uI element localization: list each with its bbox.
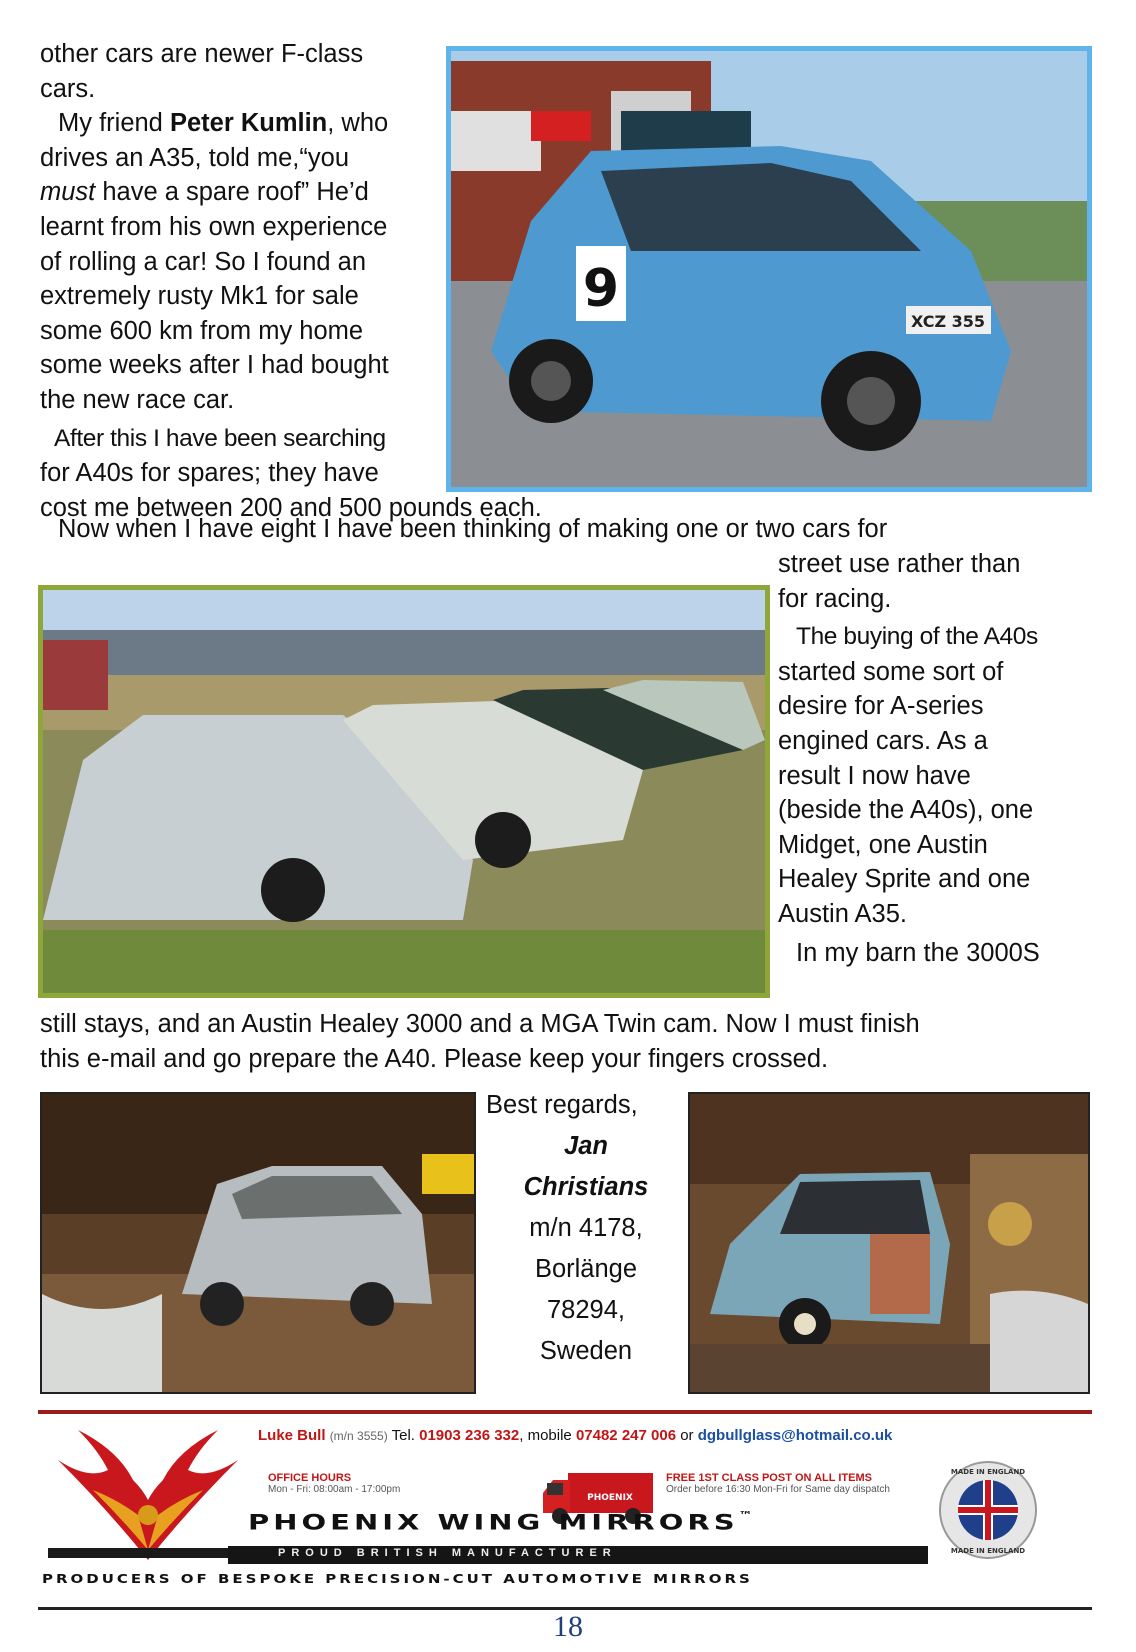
person-name-bold: Peter Kumlin bbox=[169, 109, 328, 138]
advert-contact-line bbox=[258, 1427, 892, 1444]
text-line: learnt from his own experience bbox=[40, 212, 388, 241]
text-line: Now when I have eight I have been thinking of making one or two cars for bbox=[58, 515, 888, 543]
author-postcode: 78294, bbox=[547, 1296, 625, 1324]
advert-free-post bbox=[666, 1472, 890, 1495]
text-line: result I now have bbox=[778, 761, 971, 790]
photo-barn-car-blue bbox=[688, 1092, 1090, 1394]
article-column-middle bbox=[40, 512, 1100, 547]
text-line: In my barn the 3000S bbox=[796, 938, 1040, 967]
advert-mobile-number[interactable]: 07482 247 006 bbox=[575, 1427, 677, 1444]
advert-office-hours bbox=[268, 1472, 400, 1495]
text-line: Austin A35. bbox=[778, 899, 908, 928]
advert-mobile-label: , mobile bbox=[519, 1427, 576, 1444]
advert-contact-name: Luke Bull bbox=[258, 1427, 326, 1444]
number-plate: XCZ 355 bbox=[910, 312, 986, 331]
text-line: engined cars. As a bbox=[778, 726, 988, 755]
advert-tel-label: Tel. bbox=[387, 1427, 420, 1444]
signoff-greeting: Best regards, bbox=[486, 1091, 638, 1119]
free-post-title: FREE 1ST CLASS POST ON ALL ITEMS bbox=[666, 1472, 872, 1484]
phoenix-logo-icon bbox=[48, 1420, 248, 1570]
author-city: Borlänge bbox=[534, 1255, 638, 1283]
author-member-number: m/n 4178, bbox=[529, 1214, 643, 1242]
article-column-top bbox=[40, 37, 542, 525]
text-line: cost me between 200 and 500 pounds each. bbox=[40, 493, 542, 522]
author-last-name: Christians bbox=[523, 1173, 649, 1201]
text-line: street use rather than bbox=[778, 550, 1021, 578]
advert-tel-number[interactable]: 01903 236 332 bbox=[419, 1427, 520, 1444]
brand-text: PHOENIX WING MIRRORS bbox=[248, 1510, 739, 1535]
badge-top-text: MADE IN ENGLAND bbox=[950, 1468, 1026, 1476]
text-line: After this I have been searching bbox=[54, 424, 386, 452]
advert-tagline: PROUD BRITISH MANUFACTURER bbox=[278, 1547, 617, 1559]
free-post-detail: Order before 16:30 Mon-Fri for Same day dispatch bbox=[666, 1484, 890, 1495]
text-line: other cars are newer F-class bbox=[40, 40, 364, 68]
text-line: for racing. bbox=[778, 584, 892, 613]
badge-bottom-text: MADE IN ENGLAND bbox=[950, 1547, 1026, 1555]
advert-brand-name bbox=[248, 1510, 753, 1534]
text-line: extremely rusty Mk1 for sale bbox=[40, 282, 359, 311]
text-span: have a spare roof” He’d bbox=[95, 178, 369, 207]
article-column-right bbox=[778, 547, 1098, 970]
van-label: PHOENIX bbox=[587, 1493, 633, 1503]
paragraph-peter bbox=[40, 106, 440, 141]
advert-or-label: or bbox=[676, 1427, 698, 1444]
author-first-name: Jan bbox=[564, 1132, 608, 1160]
photo-blue-race-car bbox=[446, 46, 1092, 492]
text-line: Healey Sprite and one bbox=[778, 865, 1031, 894]
photo-field-of-cars bbox=[38, 585, 770, 998]
page-number: 18 bbox=[553, 1610, 583, 1643]
author-country: Sweden bbox=[539, 1337, 633, 1365]
text-line: this e-mail and go prepare the A40. Please keep your fingers crossed. bbox=[40, 1044, 829, 1073]
italic-word: must bbox=[40, 178, 96, 207]
made-in-england-badge-icon bbox=[938, 1460, 1038, 1560]
text-line: desire for A-series bbox=[778, 692, 984, 721]
text-line: some weeks after I had bought bbox=[40, 351, 389, 380]
text-line bbox=[40, 175, 440, 210]
article-signoff bbox=[484, 1085, 688, 1372]
text-line: (beside the A40s), one bbox=[778, 796, 1034, 825]
advert-producers-line: PRODUCERS OF BESPOKE PRECISION-CUT AUTOMOTIVE MIRRORS bbox=[42, 1572, 753, 1587]
text-line: Midget, one Austin bbox=[778, 830, 988, 859]
advert-top-rule bbox=[38, 1410, 1092, 1414]
text-line: started some sort of bbox=[778, 657, 1004, 686]
office-hours-times: Mon - Fri: 08:00am - 17:00pm bbox=[268, 1484, 401, 1495]
text-span: My friend bbox=[58, 109, 170, 138]
text-line: still stays, and an Austin Healey 3000 and a MGA Twin cam. Now I must finish bbox=[40, 1010, 920, 1038]
text-line: some 600 km from my home bbox=[40, 316, 364, 345]
advert-phoenix-wing-mirrors bbox=[38, 1410, 1092, 1610]
text-line: drives an A35, told me,“you bbox=[40, 143, 350, 172]
text-line: the new race car. bbox=[40, 385, 235, 414]
trademark-symbol: ™ bbox=[738, 1510, 753, 1522]
article-column-full bbox=[40, 1007, 1100, 1076]
photo-barn-car-grey bbox=[40, 1092, 476, 1394]
text-span: , who bbox=[327, 109, 389, 138]
text-line: for A40s for spares; they have bbox=[40, 459, 379, 488]
text-line: of rolling a car! So I found an bbox=[40, 247, 367, 276]
office-hours-title: OFFICE HOURS bbox=[268, 1472, 352, 1484]
advert-email-link[interactable]: dgbullglass@hotmail.co.uk bbox=[697, 1427, 893, 1444]
text-line: The buying of the A40s bbox=[796, 623, 1038, 651]
text-line: cars. bbox=[40, 74, 96, 103]
advert-contact-member: (m/n 3555) bbox=[329, 1429, 388, 1443]
race-number: 9 bbox=[582, 259, 620, 319]
